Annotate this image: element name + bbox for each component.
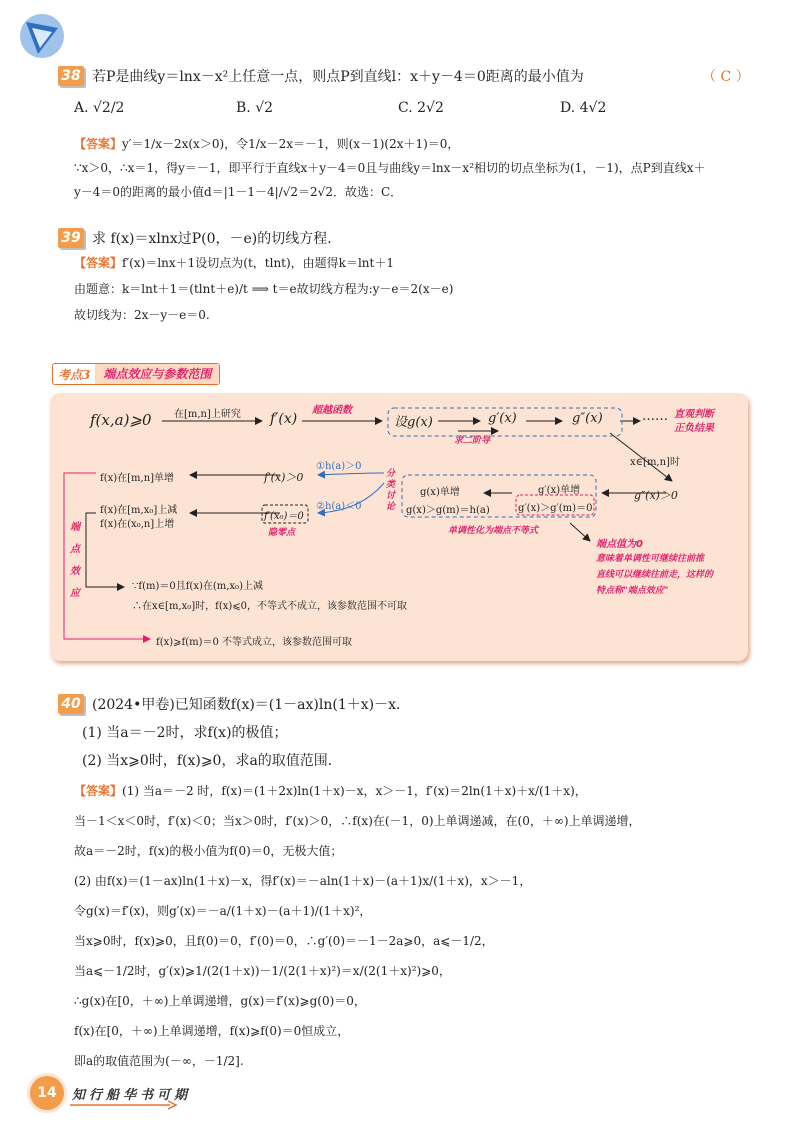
x-range-label: x∈[m,n]时 (630, 457, 680, 468)
section-title: 端点效应与参数范围 (95, 364, 219, 384)
note-line-1: 意味着单调性可继续往前推 (596, 554, 705, 564)
question-part-2: (2) 当x⩾0时，f(x)⩾0，求a的取值范围． (82, 753, 342, 769)
let-g-label: 设g(x) (394, 415, 433, 430)
direct-judge-label: 直观判断 (674, 409, 714, 420)
question-number-badge: 40 (58, 694, 84, 714)
mono-note-label: 单调性化为端点不等式 (448, 526, 539, 536)
answer-line: 当x⩾0时，f(x)⩾0，且f(0)＝0，f′(0)＝0，∴g′(0)＝－1－2a⩾0，a⩽－1/2， (74, 934, 494, 948)
fp-positive-label: f′(x)＞0 (264, 471, 304, 484)
answer-line: 当a⩽－1/2时，g′(x)⩾1/(2(1＋x))－1/(2(1＋x)²)＝x/(2(1＋x)²)⩾0， (74, 964, 451, 978)
answer-line: ∵x＞0，∴x＝1，得y＝－1，即平行于直线x＋y－4＝0且与曲线y＝lnx－x²相切的切点坐标为(1，－1)，点P到直线x＋ (74, 161, 706, 175)
answer-bracket (702, 66, 750, 86)
question-text: 求 f(x)＝xlnx过P(0，－e)的切线方程． (92, 231, 342, 247)
hard-func-label: 超越函数 (312, 405, 352, 416)
question-text: 若P是曲线y＝lnx－x²上任意一点，则点P到直线l：x＋y－4＝0距离的最小值为 (92, 69, 584, 85)
start-expression: f(x,a)⩾0 (90, 411, 152, 429)
fp-zero-label: f′(x₀)＝0 (264, 511, 304, 522)
gdprime-label: g″(x) (572, 411, 603, 426)
answer-label: 【答案】 (74, 256, 123, 270)
zero-point-label: 隐零点 (268, 528, 296, 538)
fx-decreasing-label: f(x)在[m,x₀]上减 (100, 505, 178, 516)
classify-label: 分类讨论 (386, 469, 396, 512)
fprime-label: f′(x) (270, 411, 298, 427)
answer-line: f(x)在[0，＋∞)上单调递增，f(x)⩾f(0)＝0恒成立， (74, 1024, 350, 1038)
answer-line: y－4＝0的距离的最小值d＝|1－1－4|/√2＝2√2．故选：C． (74, 185, 403, 199)
derive-again-label: 求二阶导 (454, 436, 491, 446)
answer-line: 由题意：k＝lnt＋1＝(tlnt＋e)/t ⟹ t＝e故切线方程为:y－e＝2(x－e) (74, 282, 454, 296)
option-a: A. √2/2 (74, 100, 125, 116)
footer-underline (70, 1100, 180, 1110)
endpoint-effect-label: 端点效应 (70, 522, 80, 599)
case1-label: ①h(a)＞0 (316, 461, 362, 472)
gx-increasing-label: g(x)单增 (420, 487, 460, 498)
fx-increasing2-label: f(x)在(x₀,n]上增 (100, 519, 175, 530)
gx-inequality-label: g(x)＞g(m)＝h(a) (406, 505, 490, 516)
study-range-label: 在[m,n]上研究 (174, 409, 241, 420)
pos-neg-label: 正负结果 (674, 423, 714, 434)
answer-line: 即a的取值范围为(－∞，－1/2]. (74, 1054, 244, 1068)
question-part-1: (1) 当a＝－2时，求f(x)的极值； (82, 725, 288, 741)
answer-label: 【答案】 (74, 784, 123, 798)
note-line-3: 特点称"端点效应" (596, 586, 669, 596)
answer-line: y′＝1/x－2x(x＞0)，令1/x－2x＝－1，则(x－1)(2x＋1)＝0， (122, 137, 460, 151)
section-number: 考点3 (53, 366, 95, 383)
answer-label: 【答案】 (74, 137, 123, 151)
corner-logo (18, 12, 66, 60)
endpoint-zero-label: 端点值为0 (596, 539, 643, 550)
footer-slogan: 知行船华书可期 (72, 1088, 192, 1103)
answer-block (74, 250, 754, 328)
page-number: 14 (30, 1076, 64, 1110)
therefore-line: ∴在x∈[m,x₀]时，f(x)⩽0，不等式不成立，该参数范围不可取 (132, 601, 408, 612)
question-number-badge: 38 (58, 66, 84, 86)
answer-line: (1) 当a＝－2 时，f(x)＝(1＋2x)ln(1＋x)－x，x＞－1，f′(x)＝2ln(1＋x)＋x/(1＋x)， (122, 784, 587, 798)
answer-line: ∴g(x)在[0，＋∞)上单调递增，g(x)＝f′(x)⩾g(0)＝0， (74, 994, 366, 1008)
gprime-label: g′(x) (488, 411, 517, 426)
option-c: C. 2√2 (398, 100, 444, 116)
option-d: D. 4√2 (560, 100, 607, 116)
answer-line: 故a＝－2时，f(x)的极小值为f(0)＝0，无极大值； (74, 844, 343, 858)
answer-choice: （ C ） (702, 69, 750, 85)
options-row (74, 100, 734, 116)
answer-line: (2) 由f(x)＝(1－ax)ln(1＋x)－x，得f′(x)＝－aln(1＋x)－(a＋1)x/(1＋x)，x＞－1， (74, 874, 532, 888)
question-text: (2024•甲卷)已知函数f(x)＝(1－ax)ln(1＋x)－x． (92, 697, 411, 713)
option-b: B. √2 (236, 100, 274, 116)
answer-line: 故切线为：2x－y－e＝0. (74, 308, 210, 322)
question-number-badge: 39 (58, 228, 84, 248)
fx-increasing-label: f(x)在[m,n]单增 (100, 473, 175, 484)
gpx-inequality-label: g′(x)＞g′(m)＝0 (518, 503, 593, 514)
case2-label: ②h(a)＜0 (316, 501, 362, 512)
section-tag (52, 363, 220, 385)
dots: …… (642, 409, 668, 424)
concept-diagram (50, 393, 748, 661)
answer-line: f′(x)＝lnx＋1设切点为(t，tlnt)，由题得k＝lnt＋1 (122, 256, 394, 270)
final-line: f(x)⩾f(m)＝0 不等式成立，该参数范围可取 (156, 637, 353, 648)
answer-block (74, 776, 764, 1076)
answer-line: 令g(x)＝f′(x)，则g′(x)＝－a/(1＋x)－(a＋1)/(1＋x)²， (74, 904, 372, 918)
note-line-2: 直线可以继续往前走，这样的 (596, 570, 714, 580)
answer-block (74, 132, 754, 204)
gdd-positive-label: g″(x)＞0 (634, 489, 678, 502)
gpx-increasing-label: g′(x)单增 (538, 485, 581, 496)
answer-line: 当－1＜x＜0时，f′(x)＜0；当x＞0时，f′(x)＞0，∴f(x)在(－1，0)上单调递减，在(0，＋∞)上单调递增， (74, 814, 641, 828)
since-line: ∵f(m)＝0且f(x)在(m,x₀)上减 (132, 581, 263, 592)
